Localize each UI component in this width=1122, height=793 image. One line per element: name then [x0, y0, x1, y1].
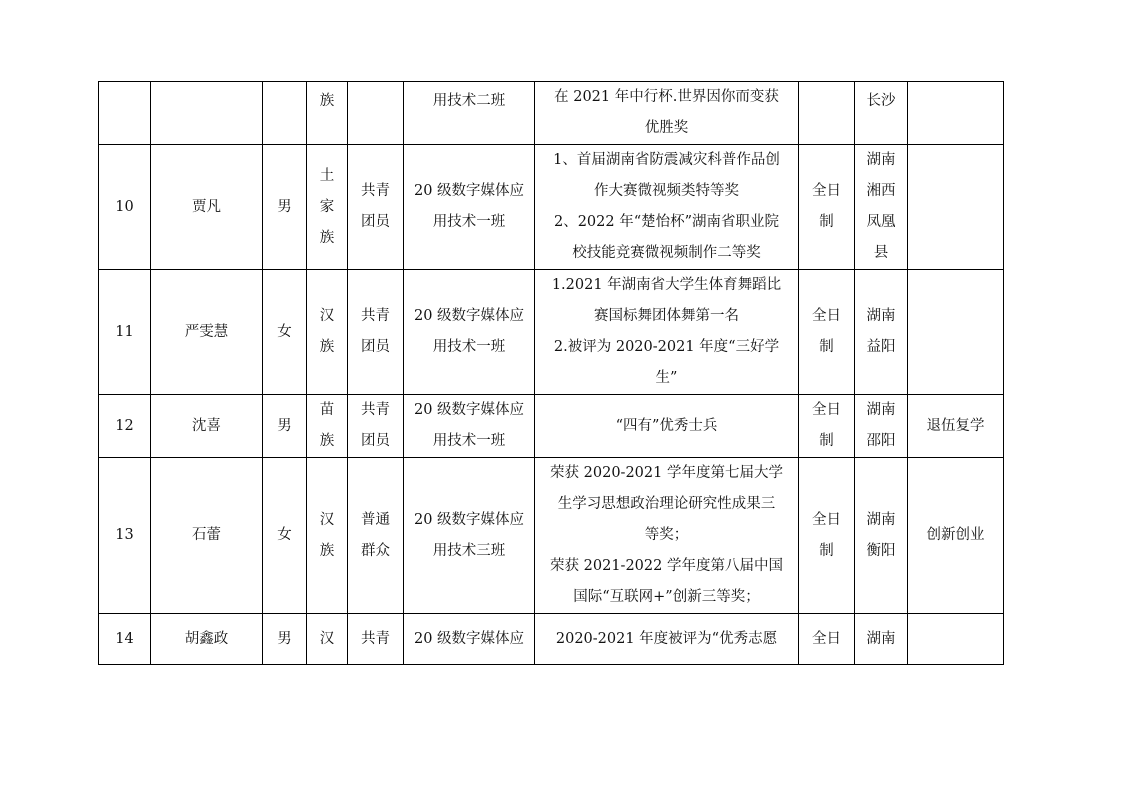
cell-politics: 普通 群众 — [348, 458, 404, 614]
cell-no — [99, 82, 151, 145]
cell-no: 10 — [99, 145, 151, 270]
cell-no: 14 — [99, 614, 151, 665]
cell-gender: 男 — [263, 145, 307, 270]
cell-gender: 女 — [263, 458, 307, 614]
cell-gender: 男 — [263, 395, 307, 458]
cell-awards: 1.2021 年湖南省大学生体育舞蹈比 赛国标舞团体舞第一名 2.被评为 2020-2021 年度“三好学 生” — [535, 270, 799, 395]
cell-gender: 女 — [263, 270, 307, 395]
cell-politics: 共青 团员 — [348, 395, 404, 458]
cell-politics — [348, 82, 404, 145]
cell-politics: 共青 团员 — [348, 145, 404, 270]
cell-mode — [799, 82, 855, 145]
cell-awards: “四有”优秀士兵 — [535, 395, 799, 458]
cell-gender: 男 — [263, 614, 307, 665]
student-awards-table — [98, 81, 1004, 665]
table-row — [99, 395, 1004, 458]
cell-awards: 1、首届湖南省防震减灾科普作品创 作大赛微视频类特等奖 2、2022 年“楚怡杯”湖南省职业院 校技能竞赛微视频制作二等奖 — [535, 145, 799, 270]
cell-mode: 全日 制 — [799, 395, 855, 458]
table-row — [99, 82, 1004, 145]
table-row — [99, 145, 1004, 270]
cell-name: 胡鑫政 — [151, 614, 263, 665]
cell-note: 创新创业 — [908, 458, 1004, 614]
cell-awards: 荣获 2020-2021 学年度第七届大学 生学习思想政治理论研究性成果三 等奖； 荣获 2021-2022 学年度第八届中国 国际“互联网+”创新三等奖； — [535, 458, 799, 614]
cell-origin: 湖南 衡阳 — [855, 458, 908, 614]
cell-mode: 全日 — [799, 614, 855, 665]
cell-no: 12 — [99, 395, 151, 458]
cell-awards: 2020-2021 年度被评为“优秀志愿 — [535, 614, 799, 665]
cell-origin: 湖南 益阳 — [855, 270, 908, 395]
cell-note: 退伍复学 — [908, 395, 1004, 458]
cell-name: 贾凡 — [151, 145, 263, 270]
cell-class: 20 级数字媒体应 用技术一班 — [404, 270, 535, 395]
cell-ethnicity: 汉 族 — [307, 458, 348, 614]
cell-class: 20 级数字媒体应 — [404, 614, 535, 665]
cell-name — [151, 82, 263, 145]
cell-ethnicity: 汉 族 — [307, 270, 348, 395]
cell-ethnicity: 族 — [307, 82, 348, 145]
cell-origin: 长沙 — [855, 82, 908, 145]
cell-class: 20 级数字媒体应 用技术三班 — [404, 458, 535, 614]
cell-origin: 湖南 邵阳 — [855, 395, 908, 458]
cell-ethnicity: 汉 — [307, 614, 348, 665]
cell-note — [908, 614, 1004, 665]
cell-mode: 全日 制 — [799, 458, 855, 614]
cell-class: 用技术二班 — [404, 82, 535, 145]
cell-no: 11 — [99, 270, 151, 395]
cell-name: 石蕾 — [151, 458, 263, 614]
table-row — [99, 458, 1004, 614]
cell-origin: 湖南 湘西 凤凰 县 — [855, 145, 908, 270]
table-row — [99, 614, 1004, 665]
cell-politics: 共青 — [348, 614, 404, 665]
cell-class: 20 级数字媒体应 用技术一班 — [404, 395, 535, 458]
cell-note — [908, 270, 1004, 395]
cell-name: 严雯慧 — [151, 270, 263, 395]
cell-origin: 湖南 — [855, 614, 908, 665]
cell-awards: 在 2021 年中行杯.世界因你而变获 优胜奖 — [535, 82, 799, 145]
cell-mode: 全日 制 — [799, 145, 855, 270]
cell-politics: 共青 团员 — [348, 270, 404, 395]
cell-note — [908, 145, 1004, 270]
cell-no: 13 — [99, 458, 151, 614]
cell-name: 沈喜 — [151, 395, 263, 458]
cell-gender — [263, 82, 307, 145]
cell-mode: 全日 制 — [799, 270, 855, 395]
cell-ethnicity: 苗 族 — [307, 395, 348, 458]
cell-note — [908, 82, 1004, 145]
cell-ethnicity: 土 家 族 — [307, 145, 348, 270]
cell-class: 20 级数字媒体应 用技术一班 — [404, 145, 535, 270]
table-row — [99, 270, 1004, 395]
